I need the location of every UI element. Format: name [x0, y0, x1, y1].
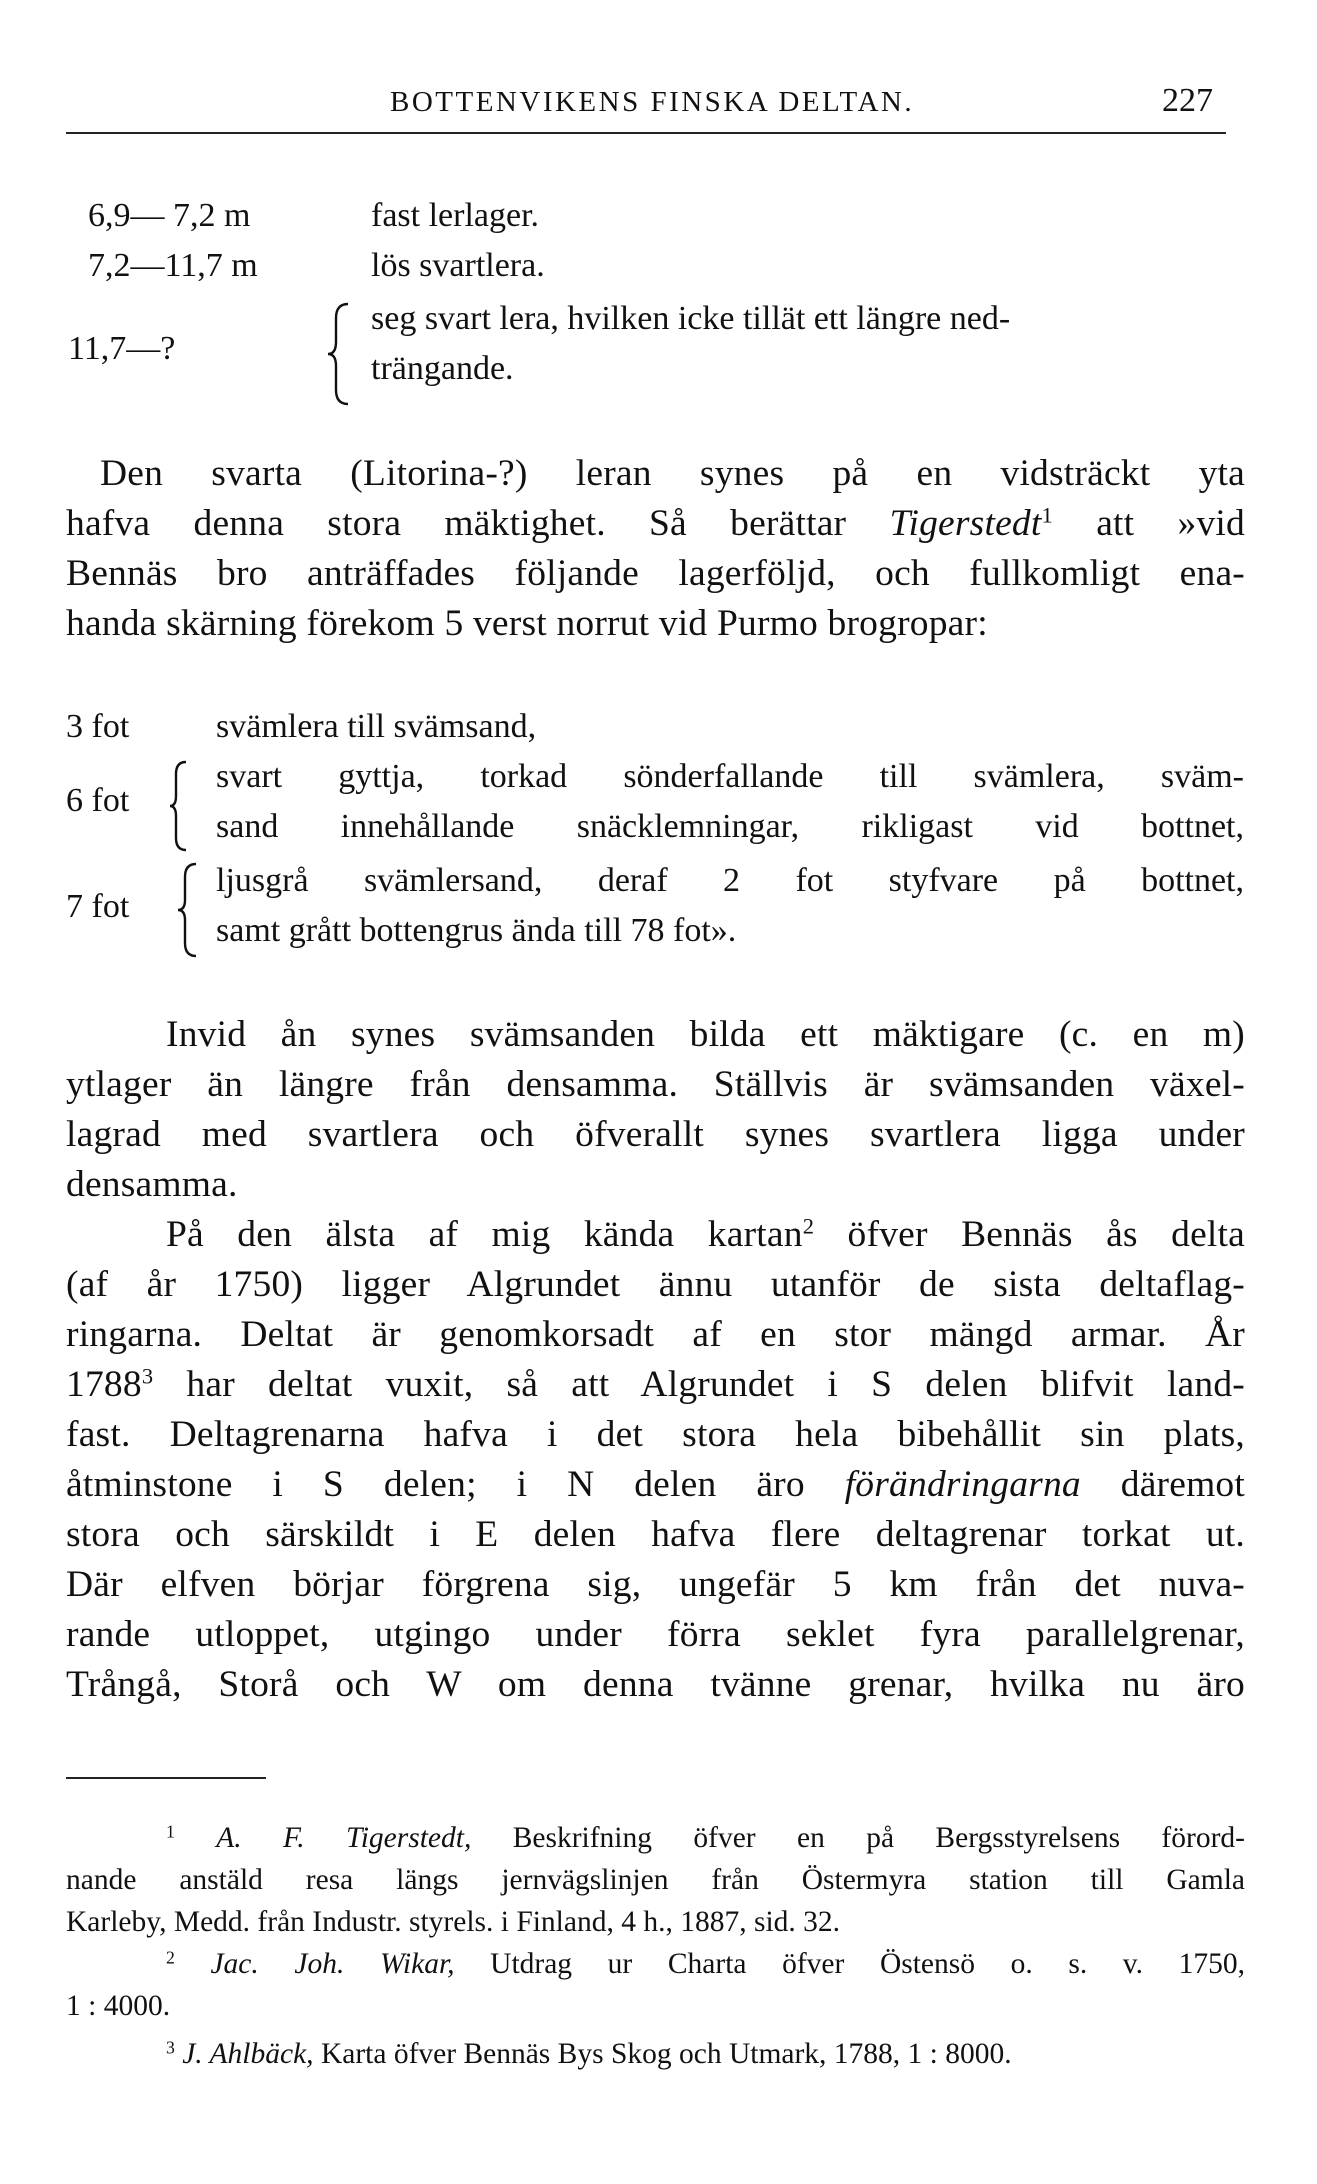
emphasis: förändringarna: [844, 1464, 1081, 1505]
text-segment: öfver Bennäs ås delta: [814, 1214, 1245, 1255]
text-segment: 1788: [66, 1364, 142, 1405]
layer-description: lös svartlera.: [371, 247, 545, 284]
text-line: Trångå, Storå och W om denna tvänne grenar, hvilka nu äro: [66, 1664, 1245, 1705]
curly-brace-icon: [326, 302, 354, 406]
text-line: ytlager än längre från densamma. Ställvis är svämsanden växel-: [66, 1064, 1245, 1105]
section-depth: 7 fot: [66, 888, 130, 925]
footnote-line: [166, 1948, 1245, 1990]
text-segment: har deltat vuxit, så att Algrundet i S delen blifvit land-: [153, 1364, 1245, 1405]
footnote-mark: 1: [1041, 502, 1053, 528]
footnote-line: [166, 1822, 1245, 1864]
footnote-mark: 3: [141, 1363, 154, 1389]
layer-depth: 7,2—11,7 m: [88, 247, 258, 284]
text-segment: åtminstone i S delen; i N delen äro: [66, 1464, 845, 1505]
layer-description-line: seg svart lera, hvilken icke tillät ett längre ned-: [371, 300, 1011, 337]
footnote-mark: 2: [166, 1948, 175, 1968]
cited-author: Tigerstedt: [889, 503, 1042, 544]
footnote-line: [166, 2038, 1012, 2071]
footnote-line: 1 : 4000.: [66, 1990, 171, 2022]
text-line: rande utloppet, utgingo under förra seklet fyra parallelgrenar,: [66, 1614, 1245, 1655]
section-description-line: svämlera till svämsand,: [216, 708, 537, 745]
section-depth: 6 fot: [66, 782, 130, 819]
text-segment: Utdrag ur Charta öfver Östensö o. s. v. 1750,: [454, 1948, 1245, 1980]
footnote-author: J. Ahlbäck,: [182, 2038, 314, 2070]
footnote-rule: [66, 1777, 266, 1779]
text-segment: Karta öfver Bennäs Bys Skog och Utmark, 1788, 1 : 8000.: [313, 2038, 1012, 2070]
section-description-line: svart gyttja, torkad sönderfallande till svämlera, sväm-: [216, 758, 1244, 795]
text-line: Invid ån synes svämsanden bilda ett mäktigare (c. en m): [166, 1014, 1245, 1055]
layer-depth: 6,9— 7,2 m: [88, 197, 251, 234]
running-header-title: BOTTENVIKENS FINSKA DELTAN.: [390, 86, 915, 118]
text-line: [66, 1363, 1245, 1413]
text-line: stora och särskildt i E delen hafva flere deltagrenar torkat ut.: [66, 1514, 1245, 1555]
text-line: fast. Deltagrenarna hafva i det stora hela bibehållit sin plats,: [66, 1414, 1245, 1455]
footnote-mark: 1: [166, 1822, 175, 1842]
footnote-line: nande anstäld resa längs jernvägslinjen från Östermyra station till Gamla: [66, 1864, 1245, 1896]
header-rule: [66, 132, 1226, 134]
curly-brace-icon: [176, 862, 200, 958]
text-line: [66, 1463, 1245, 1513]
footnote-author: Jac. Joh. Wikar,: [210, 1948, 455, 1980]
curly-brace-icon: [168, 760, 190, 852]
text-line: lagrad med svartlera och öfverallt synes svartlera ligga under: [66, 1114, 1245, 1155]
text-segment: På den älsta af mig kända kartan: [166, 1214, 803, 1255]
text-line: Bennäs bro anträffades följande lagerföljd, och fullkomligt ena-: [66, 553, 1245, 594]
text-line: [66, 502, 1245, 552]
section-depth: 3 fot: [66, 708, 130, 745]
text-line: Där elfven börjar förgrena sig, ungefär 5 km från det nuva-: [66, 1564, 1245, 1605]
text-line: handa skärning förekom 5 verst norrut vid Purmo brogropar:: [66, 603, 988, 644]
text-segment: Beskrifning öfver en på Bergsstyrelsens förord-: [471, 1822, 1245, 1854]
text-line: [166, 1213, 1245, 1263]
section-description-line: samt grått bottengrus ända till 78 fot».: [216, 912, 737, 949]
layer-description-line: trängande.: [371, 350, 514, 387]
text-line: densamma.: [66, 1164, 238, 1205]
section-description-line: sand innehållande snäcklemningar, rikligast vid bottnet,: [216, 808, 1244, 845]
text-segment: att »vid: [1052, 503, 1245, 544]
page-number: 227: [1162, 82, 1213, 119]
text-line: ringarna. Deltat är genomkorsadt af en stor mängd armar. År: [66, 1314, 1245, 1355]
footnote-author: A. F. Tigerstedt,: [216, 1822, 472, 1854]
footnote-mark: 2: [802, 1213, 815, 1239]
layer-depth: 11,7—?: [68, 330, 176, 367]
text-line: (af år 1750) ligger Algrundet ännu utanför de sista deltaflag-: [66, 1264, 1245, 1305]
text-segment: hafva denna stora mäktighet. Så berättar: [66, 503, 890, 544]
layer-description: fast lerlager.: [371, 197, 540, 234]
text-segment: däremot: [1080, 1464, 1245, 1505]
text-line: Den svarta (Litorina-?) leran synes på en vidsträckt yta: [100, 453, 1245, 494]
footnote-line: Karleby, Medd. från Industr. styrels. i Finland, 4 h., 1887, sid. 32.: [66, 1906, 841, 1938]
section-description-line: ljusgrå svämlersand, deraf 2 fot styfvare på bottnet,: [216, 862, 1244, 899]
footnote-mark: 3: [166, 2037, 175, 2058]
